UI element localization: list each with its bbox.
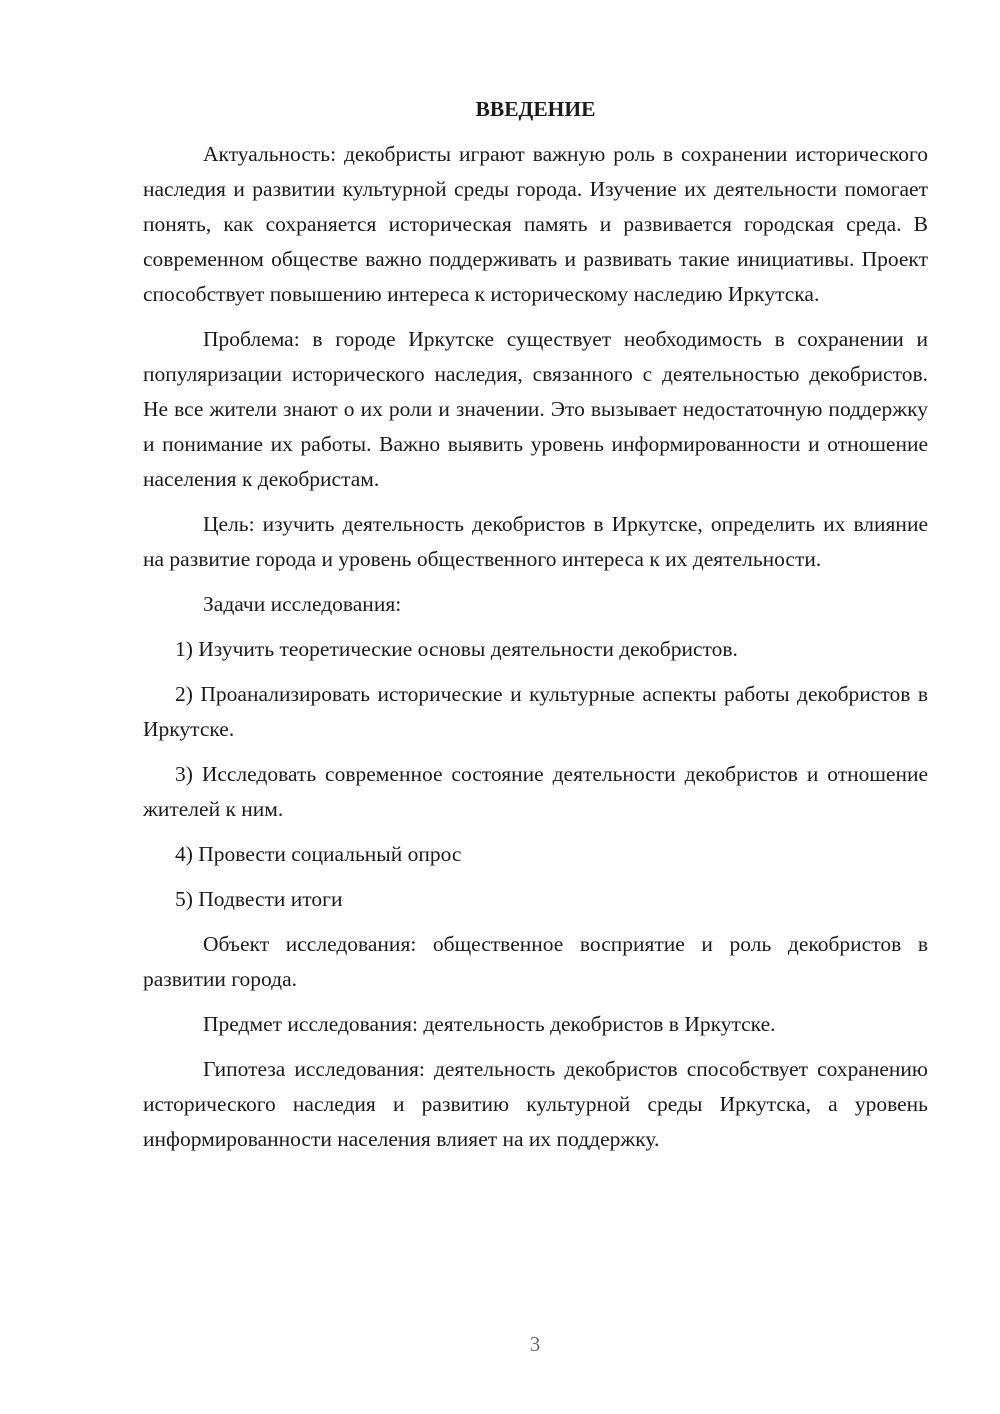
task-item-2: 2) Проанализировать исторические и культурные аспекты работы декобристов в Иркутске. (143, 682, 928, 741)
task-item-3: 3) Исследовать современное состояние деятельности декобристов и отношение жителей к ним. (143, 762, 928, 821)
hypothesis-paragraph: Гипотеза исследования: деятельность декобристов способствует сохранению исторического наследия и развитию культурной среды Иркутска, а уровень информированности населения влияет на их поддержку. (143, 1057, 928, 1151)
problem-paragraph: Проблема: в городе Иркутске существует необходимость в сохранении и популяризации исторического наследия, связанного с деятельностью декобристов. Не все жители знают о их роли и значении. Это вызывает недостаточную поддержку и понимание их работы. Важно выявить уровень информированности и отношение населения к декобристам. (143, 327, 928, 491)
document-page (143, 92, 928, 1167)
page-number: 3 (529, 1332, 541, 1356)
subject-paragraph: Предмет исследования: деятельность декобристов в Иркутске. (203, 1012, 776, 1036)
task-item-1: 1) Изучить теоретические основы деятельности декобристов. (175, 637, 738, 661)
object-paragraph: Объект исследования: общественное восприятие и роль декобристов в развитии города. (143, 932, 928, 991)
tasks-heading: Задачи исследования: (203, 592, 402, 616)
task-item-4: 4) Провести социальный опрос (175, 842, 462, 866)
relevance-paragraph: Актуальность: декобристы играют важную роль в сохранении исторического наследия и развитии культурной среды города. Изучение их деятельности помогает понять, как сохраняется историческая память и развивается городская среда. В современном обществе важно поддерживать и развивать такие инициативы. Проект способствует повышению интереса к историческому наследию Иркутска. (143, 142, 928, 306)
section-title: ВВЕДЕНИЕ (475, 97, 596, 121)
goal-paragraph: Цель: изучить деятельность декобристов в Иркутске, определить их влияние на развитие города и уровень общественного интереса к их деятельности. (143, 512, 928, 571)
task-item-5: 5) Подвести итоги (175, 887, 343, 911)
